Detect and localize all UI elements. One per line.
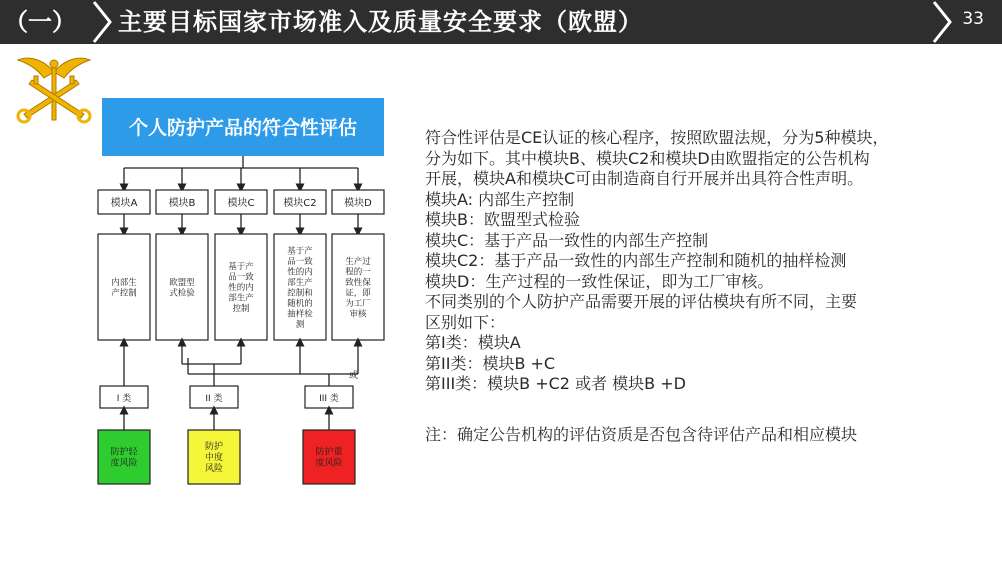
module-desc-line: 式检验 [169,288,195,299]
module-desc-line: 性的内 [287,267,313,278]
explanation-line: 模块C：基于产品一致性的内部生产控制 [425,230,709,250]
module-labels [98,190,384,232]
module-desc-line: 内部生 [111,277,137,288]
risk-label: 防护重 [315,447,343,458]
class-label: II 类 [205,394,223,404]
module-descriptions [98,234,384,340]
module-desc-line: 基于产 [287,246,313,257]
module-desc-line: 欧盟型 [169,277,195,288]
customs-emblem-icon [14,52,94,124]
explanation-line: 模块C2：基于产品一致性的内部生产控制和随机的抽样检测 [425,251,847,270]
module-label: 模块C [227,198,255,209]
module-desc-line: 抽样检 [287,309,313,320]
explanation-line: 开展，模块A和模块C可由制造商自行开展并出具符合性声明。 [425,169,864,188]
explanation-line: 模块A: 内部生产控制 [425,189,575,209]
class-boxes [100,386,353,430]
risk-label: 防护 [204,442,224,452]
explanation-line: 模块D：生产过程的一致性保证，即为工厂审核。 [425,271,774,291]
page-title: 主要目标国家市场准入及质量安全要求（欧盟） [118,8,643,36]
class-connectors [124,342,358,386]
module-desc-line: 测 [295,319,305,330]
risk-label: 度风险 [110,458,138,469]
risk-label: 防护轻 [110,447,138,458]
class-label: III 类 [319,394,339,404]
explanation-line: 第III类：模块B +C2 或者 模块B +D [425,374,686,393]
module-desc-line: 随机的 [287,298,313,309]
module-desc-line: 品一致 [287,256,313,267]
header-bar [0,0,1002,44]
explanation-line: 模块B：欧盟型式检验 [425,210,580,229]
explanation-line: 第II类：模块B +C [425,353,556,373]
page-number: 33 [962,9,984,29]
module-label: 模块D [344,198,372,209]
module-label: 模块B [168,198,196,209]
explanation-line: 区别如下： [425,312,506,332]
explanation-line: 符合性评估是CE认证的核心程序，按照欧盟法规，分为5种模块， [425,128,889,147]
explanation-line: 分为如下。其中模块B、模块C2和模块D由欧盟指定的公告机构 [425,148,870,168]
module-desc-line: 性的内 [228,283,254,293]
module-desc-line: 为工厂 [345,298,371,309]
risk-label: 度风险 [315,458,343,469]
note-text: 注：确定公告机构的评估资质是否包含待评估产品和相应模块 [425,424,858,444]
class-label: I 类 [116,394,132,404]
module-desc-line: 控制和 [287,288,313,299]
module-desc-line: 控制 [232,304,250,314]
conformity-assessment-diagram [96,96,396,492]
module-desc-line: 致性保 [345,277,371,288]
explanation-text [425,128,985,445]
module-desc-line: 产控制 [111,288,137,299]
module-label: 模块A [110,198,138,209]
module-desc-line: 基于产 [228,262,254,272]
module-desc-line: 审核 [349,309,367,320]
section-number: （一） [4,8,76,36]
or-label: 或 [349,371,359,381]
risk-label: 风险 [204,464,224,474]
module-desc-line: 程的一 [345,267,371,278]
module-desc-line: 证，即 [345,288,371,299]
module-label: 模块C2 [283,198,317,209]
module-desc-line: 生产过 [345,256,371,267]
module-desc-line: 部生产 [228,293,254,304]
risk-label: 中度 [204,453,224,463]
explanation-line: 不同类别的个人防护产品需要开展的评估模块有所不同，主要 [425,292,858,311]
explanation-line: 第I类：模块A [425,333,521,352]
module-desc-line: 品一致 [228,272,254,283]
explanation-lines [425,128,985,395]
diagram-title: 个人防护产品的符合性评估 [128,117,358,139]
distribution-connectors [124,156,358,188]
module-desc-line: 部生产 [287,277,313,288]
risk-boxes [98,430,355,484]
